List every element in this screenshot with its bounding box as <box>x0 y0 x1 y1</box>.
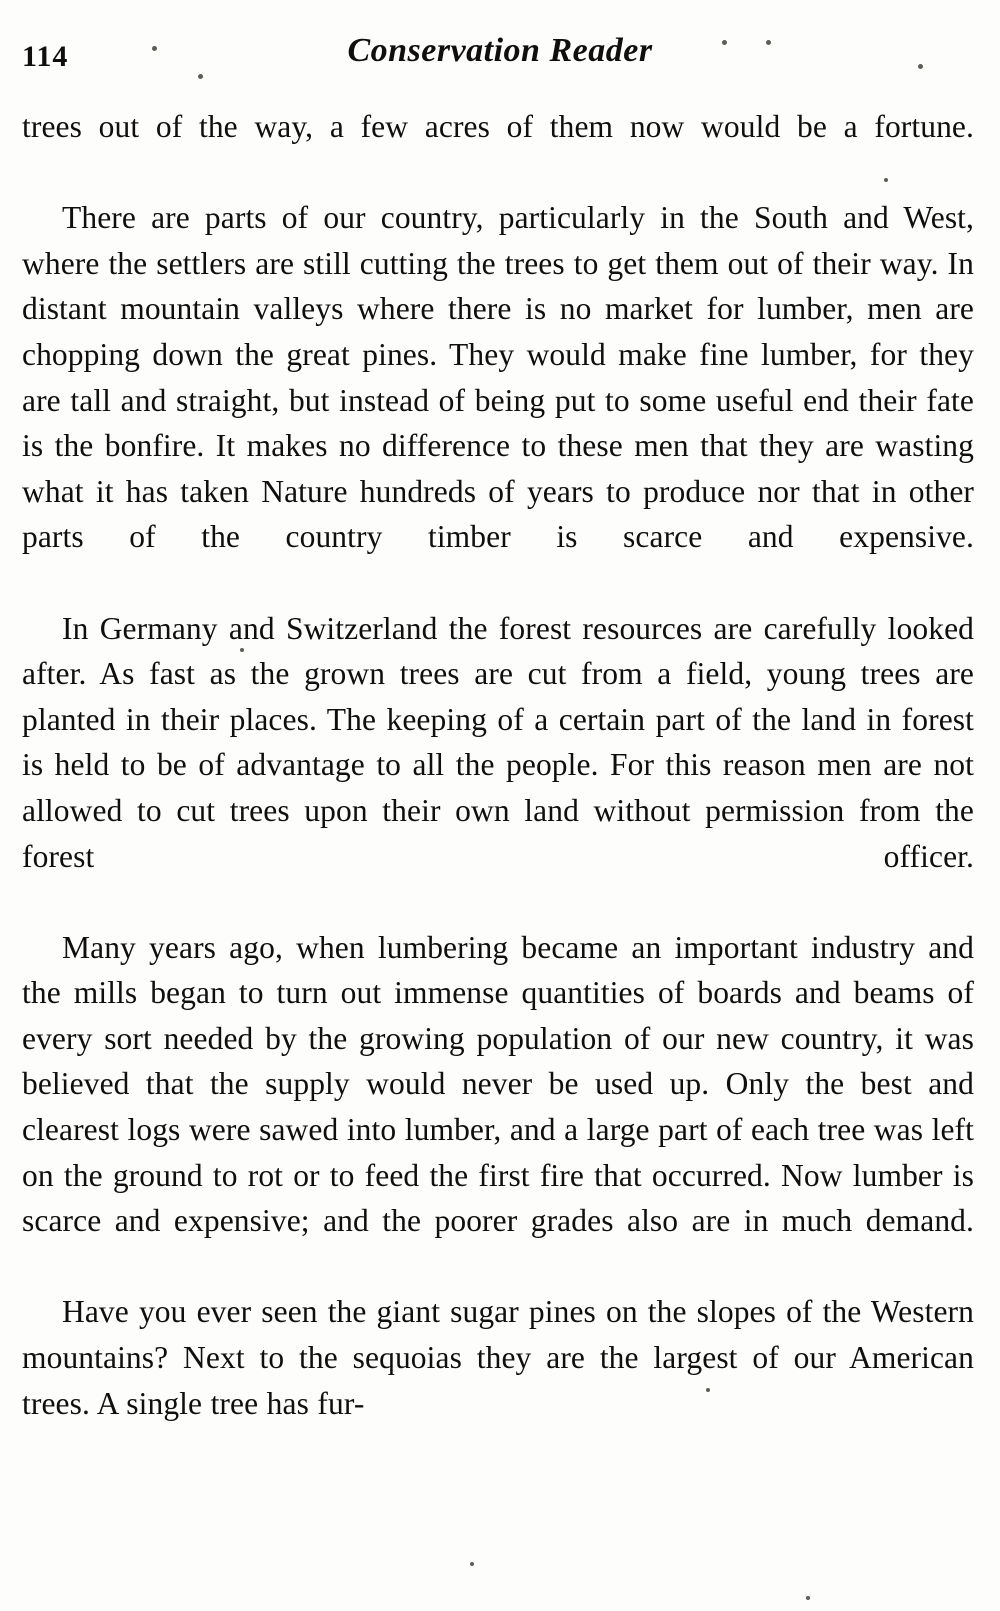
paper-speck-icon <box>884 178 888 182</box>
paragraph: Have you ever seen the giant sugar pines on the slopes of the Western mountains? Next to the sequoias they are the largest of our American trees. A single tree has fur- <box>22 1294 974 1421</box>
paper-speck-icon <box>198 74 203 79</box>
page-header <box>0 22 1000 82</box>
paper-speck-icon <box>766 40 771 45</box>
paragraph: Many years ago, when lumbering became an important industry and the mills began to turn out immense quantities of boards and beams of every sort needed by the growing population of our new country, it was believed that the supply would never be used up. Only the best and clearest logs were sawed into lumber, and a large part of each tree was left on the ground to rot or to feed the first fire that occurred. Now lumber is scarce and expensive; and the poorer grades also are in much demand. <box>22 929 974 1239</box>
paragraph-continued: trees out of the way, a few acres of them now would be a fortune. <box>22 109 974 144</box>
paper-speck-icon <box>152 46 157 51</box>
paper-speck-icon <box>240 648 244 652</box>
paper-speck-icon <box>722 40 727 45</box>
paper-speck-icon <box>806 1596 810 1600</box>
page-number: 114 <box>22 40 69 73</box>
page-body <box>22 104 974 1426</box>
paragraph: There are parts of our country, particularly in the South and West, where the settlers are still cutting the trees to get them out of their way. In distant mountain valleys where there is no market for lumber, men are chopping down the great pines. They would make fine lumber, for they are tall and straight, but instead of being put to some useful end their fate is the bonfire. It makes no difference to these men that they are wasting what it has taken Nature hundreds of years to produce nor that in other parts of the country timber is scarce and expensive. <box>22 200 974 555</box>
paper-speck-icon <box>918 64 923 69</box>
paper-speck-icon <box>706 1388 710 1392</box>
paragraph: In Germany and Switzerland the forest resources are carefully looked after. As fast as the grown trees are cut from a field, young trees are planted in their places. The keeping of a certain part of the land in forest is held to be of advantage to all the people. For this reason men are not allowed to cut trees upon their own land without permission from the forest officer. <box>22 610 974 874</box>
paper-speck-icon <box>470 1562 474 1566</box>
running-title: Conservation Reader <box>347 32 653 69</box>
